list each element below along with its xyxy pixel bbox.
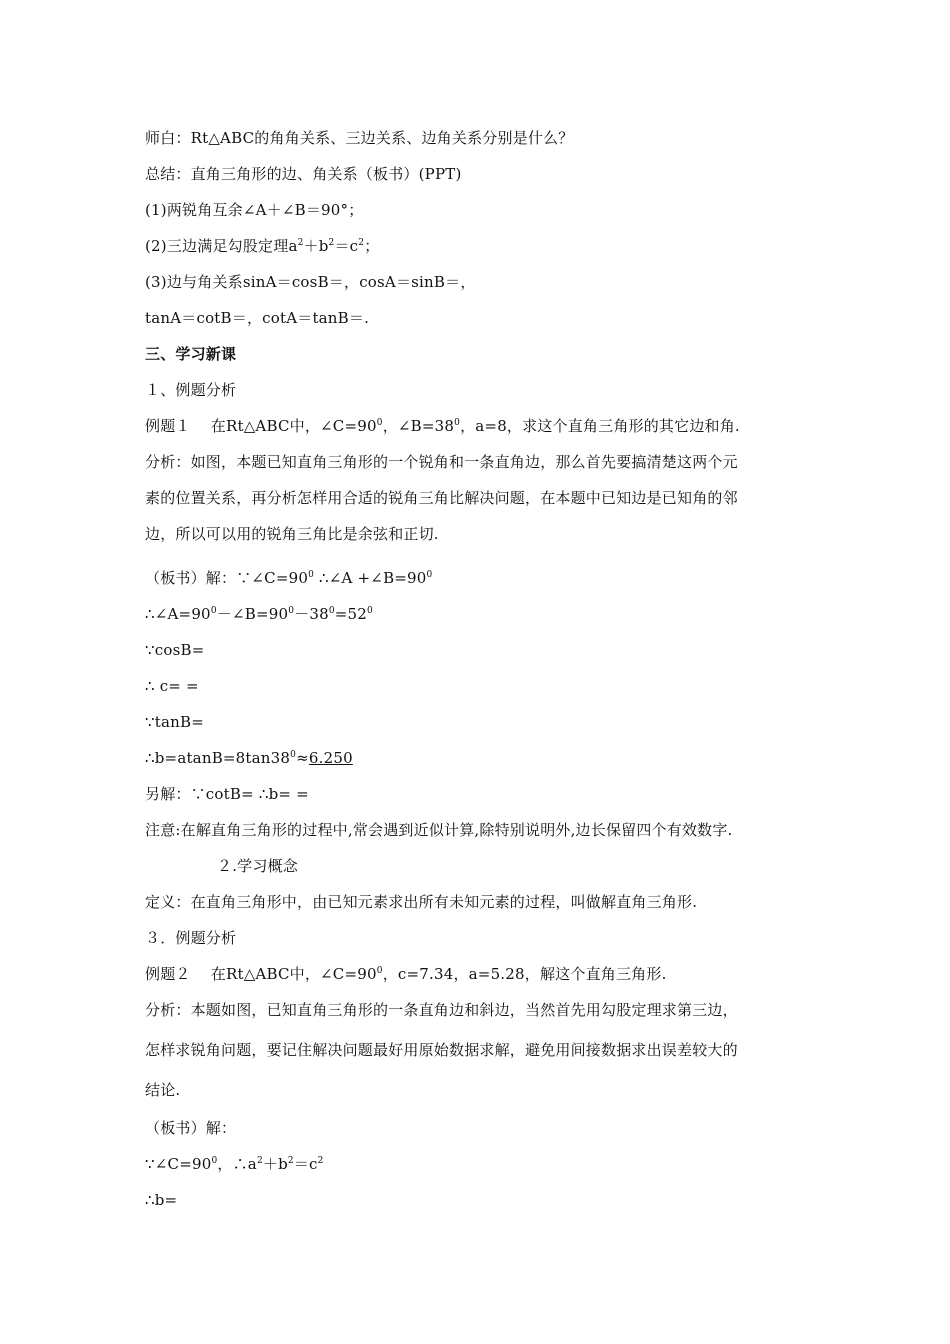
relation-3: (3)边与角关系sinA＝cosB＝，cosA＝sinB＝，: [145, 273, 476, 291]
subheading-example-analysis-3: ３．例题分析: [145, 929, 237, 947]
subheading-example-analysis-1: １、例题分析: [145, 381, 237, 399]
relation-1: (1)两锐角互余∠A＋∠B＝90°；: [145, 201, 364, 219]
result-value: 6.250: [308, 749, 353, 767]
analysis-2-line-1: 分析：本题如图，已知直角三角形的一条直角边和斜边，当然首先用勾股定理求第三边，: [145, 1001, 738, 1019]
section-heading-new-lesson: 三、学习新课: [145, 345, 237, 363]
teacher-question: 师白：Rt△ABC的角角关系、三边关系、边角关系分别是什么？: [145, 129, 574, 147]
b-step-2: ∴b=: [145, 1191, 178, 1209]
note-line: 注意:在解直角三角形的过程中,常会遇到近似计算,除特别说明外,边长保留四个有效数字.: [145, 821, 733, 839]
analysis-2-line-3: 结论.: [145, 1081, 181, 1099]
c-step: ∴ c= =: [145, 677, 199, 695]
board-solution-1: （板书）解：$\because\angle C=90^0$ ∴∠A $+\angle B=90^0$: [145, 569, 433, 587]
analysis-1-line-2: 素的位置关系，再分析怎样用合适的锐角三角比解决问题，在本题中已知边是已知角的邻: [145, 489, 738, 507]
b-result-step: $\therefore b=atanB=8\tan 38^0\approx 6.250$: [145, 749, 353, 767]
analysis-2-line-2: 怎样求锐角问题，要记住解决问题最好用原始数据求解，避免用间接数据求出误差较大的: [145, 1041, 738, 1059]
summary-line: 总结：直角三角形的边、角关系（板书）(PPT): [145, 165, 462, 183]
analysis-1-line-3: 边，所以可以用的锐角三角比是余弦和正切.: [145, 525, 439, 543]
relation-2: (2)三边满足勾股定理$a^2+b^2=c^2$；: [145, 237, 380, 255]
example-2: 例题２ 在Rt△ABC中，$\angle C=90^0$，c=7.34，a=5.28，解这个直角三角形.: [145, 965, 667, 983]
cosb-step: ∵cosB=: [145, 641, 205, 659]
pythagoras-step: $\because\angle C=90^0$，$\therefore a^2+b^2=c^2$: [145, 1155, 324, 1173]
analysis-1-line-1: 分析：如图，本题已知直角三角形的一个锐角和一条直角边，那么首先要搞清楚这两个元: [145, 453, 738, 471]
tanb-step: ∵tanB=: [145, 713, 204, 731]
example-1: 例题１ 在Rt△ABC中，$\angle C=90^0$，$\angle B=38^0$，a=8，求这个直角三角形的其它边和角.: [145, 417, 740, 435]
angle-a-step: $\therefore\angle A=90^0-\angle B=90^0-38^0=52^0$: [145, 605, 373, 623]
alternative-solution: 另解：∵cotB= ∴b= =: [145, 785, 309, 803]
relation-3-cont: tanA＝cotB＝，cotA＝tanB＝.: [145, 309, 370, 327]
definition-line: 定义：在直角三角形中，由已知元素求出所有未知元素的过程，叫做解直角三角形.: [145, 893, 698, 911]
subheading-learn-concept: ２.学习概念: [217, 857, 298, 875]
board-solution-2: （板书）解：: [145, 1119, 237, 1137]
